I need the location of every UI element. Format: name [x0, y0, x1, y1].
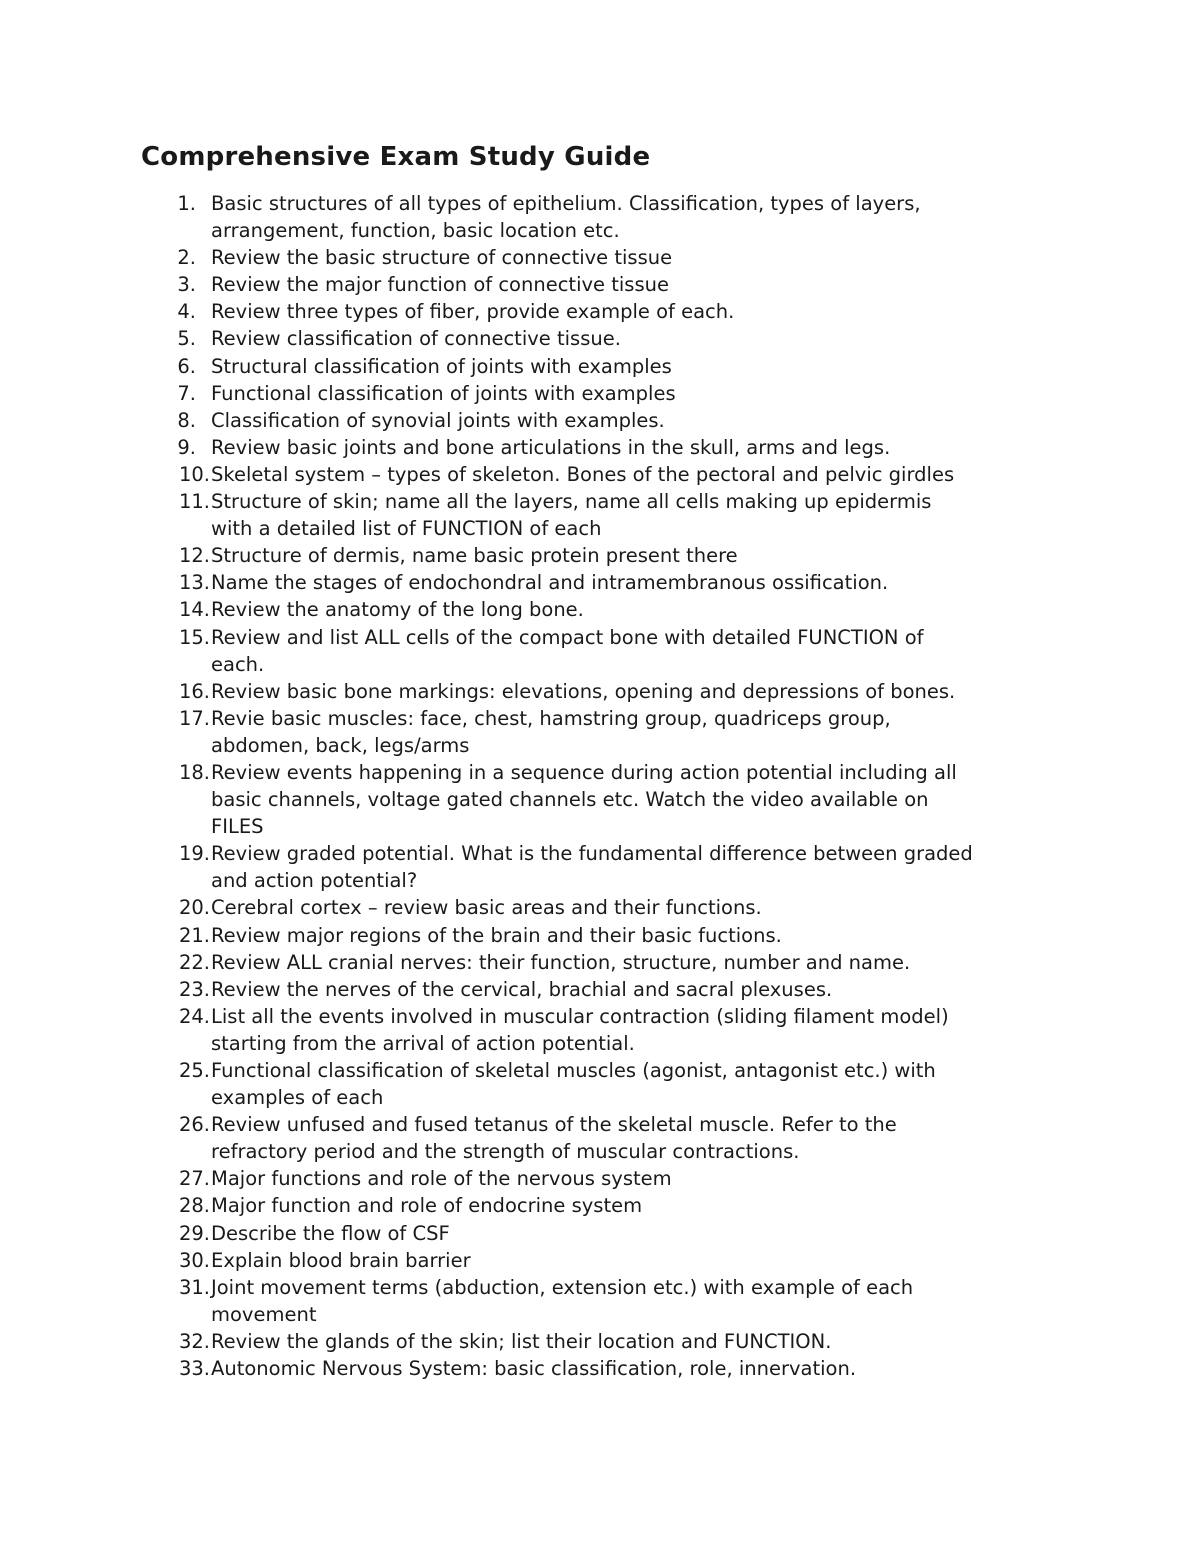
- item-number: 19.: [178, 842, 210, 866]
- item-text-line: basic channels, voltage gated channels etc. Watch the video available on: [211, 788, 929, 812]
- item-text-line: Describe the flow of CSF: [211, 1221, 450, 1245]
- list-item: [140, 488, 1080, 542]
- item-text-line: Major function and role of endocrine system: [211, 1194, 643, 1218]
- item-text: [211, 434, 1080, 461]
- list-item: [140, 1057, 1080, 1111]
- item-number: 15.: [178, 625, 210, 649]
- item-number: 33.: [178, 1357, 210, 1381]
- item-number: 1.: [177, 192, 196, 215]
- item-number: 30.: [178, 1248, 210, 1272]
- list-item: [140, 407, 1080, 434]
- item-text-line: arrangement, function, basic location etc.: [211, 219, 620, 243]
- item-text-line: Revie basic muscles: face, chest, hamstring group, quadriceps group,: [211, 706, 891, 730]
- item-number: 24.: [178, 1004, 210, 1028]
- list-item: [140, 1355, 1080, 1382]
- item-number: 16.: [178, 679, 210, 703]
- item-text-line: Joint movement terms (abduction, extension etc.) with example of each: [211, 1275, 914, 1299]
- item-text-line: Review ALL cranial nerves: their function, structure, number and name.: [211, 950, 911, 974]
- list-item: [140, 624, 1080, 678]
- item-text: [211, 190, 1080, 244]
- item-text-line: Review events happening in a sequence during action potential including all: [211, 760, 957, 784]
- list-item: [140, 1192, 1080, 1219]
- list-item: [140, 1111, 1080, 1165]
- item-text: [211, 569, 1080, 596]
- item-number: 10.: [178, 462, 210, 486]
- list-item: [140, 353, 1080, 380]
- item-text: [211, 380, 1080, 407]
- item-text-line: Major functions and role of the nervous system: [211, 1167, 672, 1191]
- item-text-line: Structure of skin; name all the layers, name all cells making up epidermis: [211, 490, 932, 514]
- item-text: [211, 1220, 1080, 1247]
- item-number: 32.: [178, 1329, 210, 1353]
- list-item: [140, 1247, 1080, 1274]
- list-item: [140, 190, 1080, 244]
- item-text-line: Review the glands of the skin; list their location and FUNCTION.: [211, 1329, 832, 1353]
- list-item: [140, 542, 1080, 569]
- item-number: 31.: [178, 1275, 210, 1299]
- item-number: 2.: [177, 246, 196, 270]
- list-item: [140, 840, 1080, 894]
- item-text-line: Basic structures of all types of epithelium. Classification, types of layers,: [211, 192, 921, 215]
- list-item: [140, 678, 1080, 705]
- item-text: [211, 840, 1080, 894]
- item-text: [211, 542, 1080, 569]
- item-number: 6.: [177, 354, 196, 378]
- item-text-line: Skeletal system – types of skeleton. Bones of the pectoral and pelvic girdles: [211, 462, 955, 486]
- list-item: [140, 461, 1080, 488]
- item-number: 5.: [177, 327, 196, 351]
- list-item: [140, 325, 1080, 352]
- item-text: [211, 271, 1080, 298]
- list-item: [140, 1165, 1080, 1192]
- item-number: 29.: [178, 1221, 210, 1245]
- item-text: [211, 1003, 1080, 1057]
- item-text-line: movement: [211, 1302, 317, 1326]
- item-text-line: Cerebral cortex – review basic areas and their functions.: [211, 896, 762, 920]
- item-text-line: and action potential?: [211, 869, 418, 893]
- item-text: [211, 325, 1080, 352]
- item-number: 13.: [178, 571, 210, 595]
- list-item: [140, 298, 1080, 325]
- item-text: [211, 705, 1080, 759]
- item-text-line: List all the events involved in muscular contraction (sliding filament model): [211, 1004, 949, 1028]
- item-text-line: FILES: [211, 815, 264, 839]
- item-text: [211, 244, 1080, 271]
- item-number: 8.: [177, 408, 196, 432]
- item-text-line: Review the basic structure of connective tissue: [211, 246, 673, 270]
- item-number: 12.: [178, 544, 210, 568]
- list-item: [140, 1003, 1080, 1057]
- list-item: [140, 271, 1080, 298]
- item-text-line: Review and list ALL cells of the compact bone with detailed FUNCTION of: [211, 625, 924, 649]
- list-item: [140, 244, 1080, 271]
- item-text: [211, 488, 1080, 542]
- list-item: [140, 1220, 1080, 1247]
- item-text: [211, 1111, 1080, 1165]
- item-text-line: each.: [211, 652, 265, 676]
- item-text-line: Review three types of fiber, provide example of each.: [211, 300, 735, 324]
- item-number: 11.: [178, 490, 210, 514]
- item-number: 4.: [177, 300, 196, 324]
- item-text: [211, 678, 1080, 705]
- list-item: [140, 1328, 1080, 1355]
- item-number: 17.: [178, 706, 210, 730]
- study-guide-list: [140, 190, 1080, 1382]
- item-text: [211, 407, 1080, 434]
- item-text: [211, 353, 1080, 380]
- item-text-line: Review graded potential. What is the fundamental difference between graded: [211, 842, 973, 866]
- list-item: [140, 705, 1080, 759]
- list-item: [140, 894, 1080, 921]
- item-text-line: starting from the arrival of action potential.: [211, 1031, 635, 1055]
- list-item: [140, 949, 1080, 976]
- item-text-line: Review the major function of connective tissue: [211, 273, 669, 297]
- item-text-line: Explain blood brain barrier: [211, 1248, 471, 1272]
- item-number: 27.: [178, 1167, 210, 1191]
- list-item: [140, 434, 1080, 461]
- list-item: [140, 759, 1080, 840]
- item-number: 25.: [178, 1059, 210, 1082]
- list-item: [140, 569, 1080, 596]
- item-number: 28.: [178, 1194, 210, 1218]
- item-number: 20.: [178, 896, 210, 920]
- item-text-line: Structural classification of joints with examples: [211, 354, 672, 378]
- list-item: [140, 922, 1080, 949]
- document-title: Comprehensive Exam Study Guide: [141, 142, 651, 172]
- item-text-line: Review basic bone markings: elevations, opening and depressions of bones.: [211, 679, 956, 703]
- item-text: [211, 949, 1080, 976]
- item-text-line: Structure of dermis, name basic protein present there: [211, 544, 738, 568]
- item-number: 3.: [177, 273, 196, 297]
- list-item: [140, 1274, 1080, 1328]
- item-text: [211, 759, 1080, 840]
- item-text: [211, 976, 1080, 1003]
- item-number: 7.: [177, 381, 196, 405]
- item-text-line: Review classification of connective tissue.: [211, 327, 621, 351]
- item-text: [211, 1328, 1080, 1355]
- item-text: [211, 1057, 1080, 1111]
- item-text: [211, 1274, 1080, 1328]
- list-item: [140, 596, 1080, 623]
- item-text-line: Review the anatomy of the long bone.: [211, 598, 584, 622]
- item-text: [211, 1355, 1080, 1382]
- item-number: 14.: [178, 598, 210, 622]
- item-text-line: Classification of synovial joints with examples.: [211, 408, 665, 432]
- item-text: [211, 624, 1080, 678]
- item-number: 18.: [178, 760, 210, 784]
- item-number: 22.: [178, 950, 210, 974]
- list-item: [140, 380, 1080, 407]
- item-text: [211, 1165, 1080, 1192]
- item-text-line: refractory period and the strength of muscular contractions.: [211, 1140, 800, 1164]
- item-number: 9.: [177, 435, 196, 459]
- item-text: [211, 1247, 1080, 1274]
- item-text-line: abdomen, back, legs/arms: [211, 733, 470, 757]
- item-text: [211, 1192, 1080, 1219]
- item-text-line: Autonomic Nervous System: basic classification, role, innervation.: [211, 1357, 857, 1381]
- item-text-line: Functional classification of skeletal muscles (agonist, antagonist etc.) with: [211, 1059, 936, 1082]
- item-number: 26.: [178, 1113, 210, 1137]
- item-text-line: Name the stages of endochondral and intramembranous ossification.: [211, 571, 889, 595]
- item-text: [211, 596, 1080, 623]
- item-number: 21.: [178, 923, 210, 947]
- item-number: 23.: [178, 977, 210, 1001]
- item-text-line: Review basic joints and bone articulations in the skull, arms and legs.: [211, 435, 891, 459]
- item-text-line: Functional classification of joints with examples: [211, 381, 676, 405]
- item-text-line: with a detailed list of FUNCTION of each: [211, 517, 602, 541]
- item-text: [211, 461, 1080, 488]
- item-text-line: Review major regions of the brain and their basic fuctions.: [211, 923, 782, 947]
- item-text-line: Review the nerves of the cervical, brachial and sacral plexuses.: [211, 977, 833, 1001]
- list-item: [140, 976, 1080, 1003]
- item-text-line: examples of each: [211, 1086, 384, 1110]
- item-text: [211, 894, 1080, 921]
- item-text: [211, 922, 1080, 949]
- item-text: [211, 298, 1080, 325]
- item-text-line: Review unfused and fused tetanus of the skeletal muscle. Refer to the: [211, 1113, 897, 1137]
